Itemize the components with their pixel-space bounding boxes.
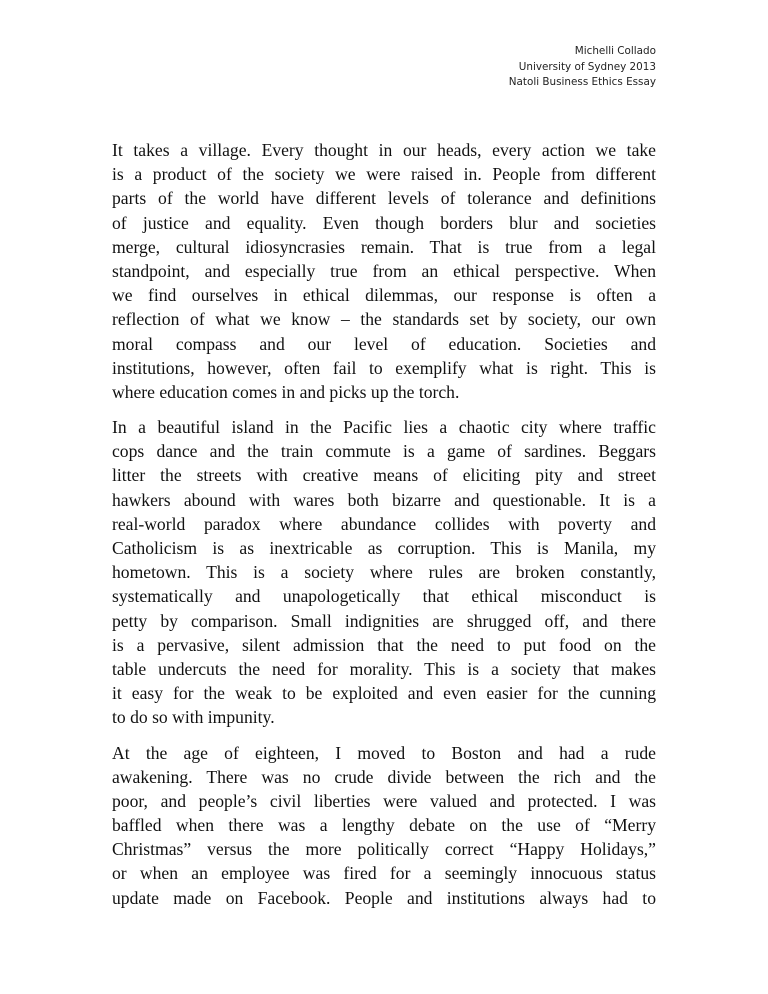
course-line: Natoli Business Ethics Essay [508, 76, 656, 88]
text-line: is a pervasive, silent admission that the need to put food on the [112, 634, 656, 655]
text-line: systematically and unapologetically that ethical misconduct is [112, 586, 656, 607]
text-line: is a product of the society we were raised in. People from different [112, 164, 656, 185]
document-header [509, 44, 656, 91]
text-line: parts of the world have different levels of tolerance and definitions [112, 188, 656, 209]
text-line: institutions, however, often fail to exemplify what is right. This is [112, 357, 656, 378]
text-line: It takes a village. Every thought in our heads, every action we take [112, 140, 656, 160]
text-line: At the age of eighteen, I moved to Boston and had a rude [112, 742, 656, 763]
text-line: cops dance and the train commute is a game of sardines. Beggars [112, 441, 656, 462]
text-line: Christmas” versus the more politically correct “Happy Holidays,” [112, 839, 656, 860]
essay-body [112, 138, 656, 921]
text-line: or when an employee was fired for a seemingly innocuous status [112, 863, 656, 884]
text-line: where education comes in and picks up the torch. [112, 381, 460, 402]
text-line: litter the streets with creative means of eliciting pity and street [112, 465, 656, 486]
text-line: table undercuts the need for morality. This is a society that makes [112, 658, 656, 679]
paragraph-1 [112, 138, 656, 404]
text-line: hawkers abound with wares both bizarre and questionable. It is a [112, 489, 656, 510]
text-line: poor, and people’s civil liberties were valued and protected. I was [112, 790, 656, 811]
text-line: it easy for the weak to be exploited and even easier for the cunning [112, 683, 656, 704]
text-line: petty by comparison. Small indignities are shrugged off, and there [112, 610, 656, 631]
paragraph-3 [112, 741, 656, 910]
text-line: update made on Facebook. People and institutions always had to [112, 887, 656, 908]
text-line: real-world paradox where abundance collides with poverty and [112, 513, 656, 534]
text-line: we find ourselves in ethical dilemmas, our response is often a [112, 285, 656, 306]
text-line: of justice and equality. Even though borders blur and societies [112, 212, 656, 233]
university-line: University of Sydney 2013 [518, 60, 656, 73]
text-line: In a beautiful island in the Pacific lies a chaotic city where traffic [112, 417, 656, 438]
text-line: baffled when there was a lengthy debate on the use of “Merry [112, 815, 656, 836]
text-line: reflection of what we know – the standards set by society, our own [112, 309, 656, 330]
text-line: merge, cultural idiosyncrasies remain. That is true from a legal [112, 236, 656, 257]
text-line: hometown. This is a society where rules are broken constantly, [112, 562, 656, 583]
text-line: moral compass and our level of education. Societies and [112, 333, 656, 354]
text-line: Catholicism is as inextricable as corruption. This is Manila, my [112, 538, 656, 558]
text-line: awakening. There was no crude divide between the rich and the [112, 766, 656, 787]
text-line: standpoint, and especially true from an ethical perspective. When [112, 260, 656, 281]
text-line: to do so with impunity. [112, 707, 275, 728]
author-name: Michelli Collado [574, 45, 656, 57]
paragraph-2 [112, 415, 656, 729]
